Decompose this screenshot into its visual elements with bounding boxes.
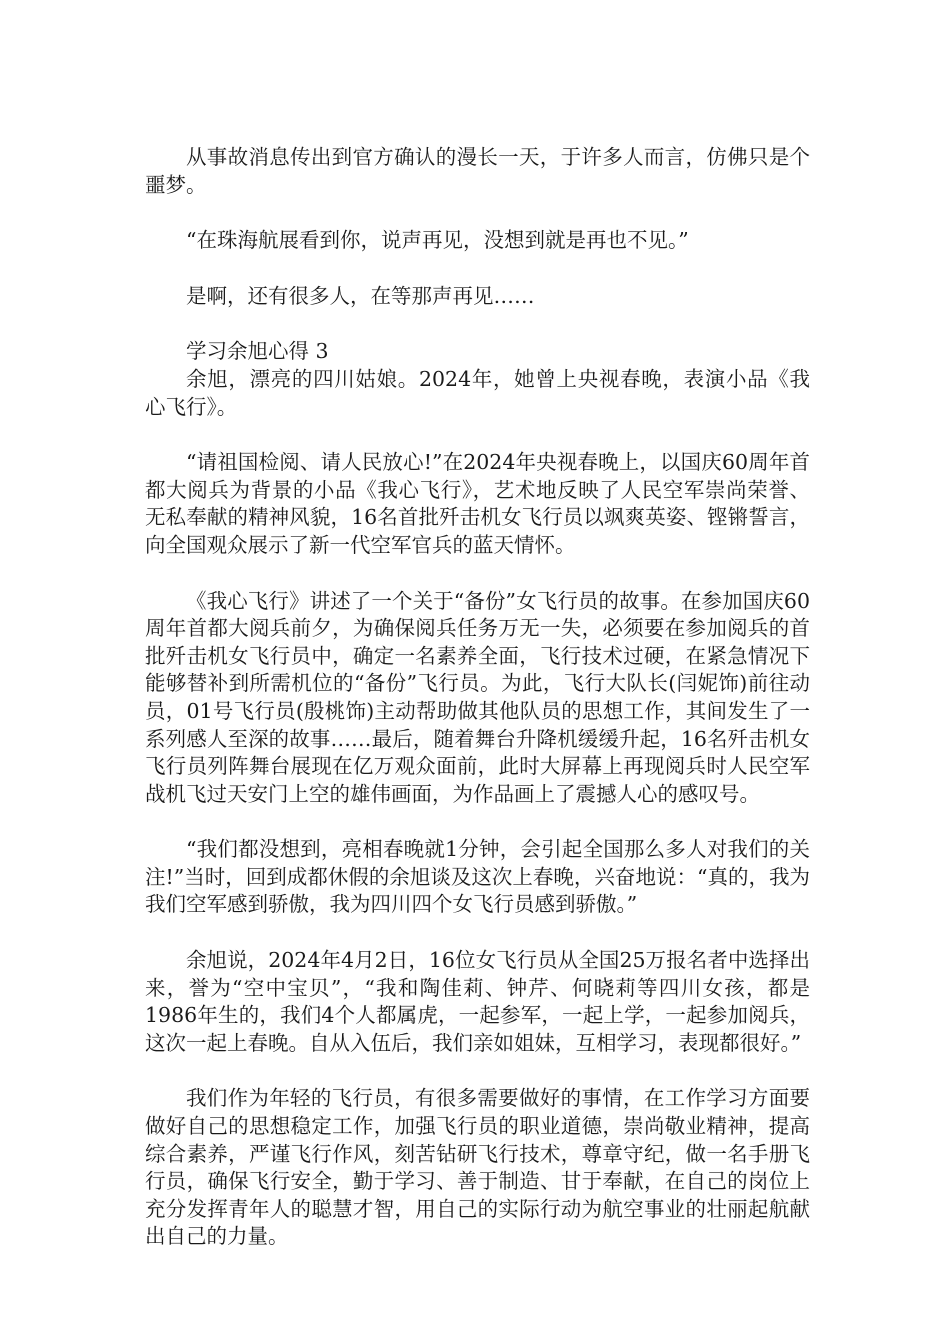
paragraph: 从事故消息传出到官方确认的漫长一天，于许多人而言，仿佛只是个噩梦。: [145, 145, 810, 197]
paragraph: 是啊，还有很多人，在等那声再见……: [186, 283, 535, 308]
document-body: [145, 144, 810, 1251]
paragraph: “我们都没想到，亮相春晚就1分钟，会引起全国那么多人对我们的关注!”当时，回到成都休假的余旭谈及这次上春晚，兴奋地说：“真的，我为我们空军感到骄傲，我为四川四个女飞行员感到骄傲。”: [145, 837, 810, 917]
paragraph: 我们作为年轻的飞行员，有很多需要做好的事情，在工作学习方面要做好自己的思想稳定工作，加强飞行员的职业道德，崇尚敬业精神，提高综合素养，严谨飞行作风，刻苦钻研飞行技术，尊章守纪，做一名手册飞行员，确保飞行安全，勤于学习、善于制造、甘于奉献，在自己的岗位上充分发挥青年人的聪慧才智，用自己的实际行动为航空事业的壮丽起航献出自己的力量。: [145, 1086, 810, 1249]
section-heading: 学习余旭心得 3: [186, 339, 329, 364]
paragraph: 余旭，漂亮的四川姑娘。2024年，她曾上央视春晚，表演小品《我心飞行》。: [145, 366, 810, 419]
paragraph: “在珠海航展看到你，说声再见，没想到就是再也不见。”: [186, 228, 689, 253]
paragraph: 余旭说，2024年4月2日，16位女飞行员从全国25万报名者中选择出来，誉为“空中宝贝”，“我和陶佳莉、钟芹、何晓莉等四川女孩，都是1986年生的，我们4个人都属虎，一起参军，一起上学，一起参加阅兵，这次一起上春晚。自从入伍后，我们亲如姐妹，互相学习，表现都很好。”: [145, 948, 810, 1055]
paragraph: 《我心飞行》讲述了一个关于“备份”女飞行员的故事。在参加国庆60周年首都大阅兵前夕，为确保阅兵任务万无一失，必须要在参加阅兵的首批歼击机女飞行员中，确定一名素养全面，飞行技术过硬，在紧急情况下能够替补到所需机位的“备份”飞行员。为此，飞行大队长(闫妮饰)前往动员，01号飞行员(殷桃饰)主动帮助做其他队员的思想工作，其间发生了一系列感人至深的故事……最后，随着舞台升降机缓缓升起，16名歼击机女飞行员列阵舞台展现在亿万观众面前，此时大屏幕上再现阅兵时人民空军战机飞过天安门上空的雄伟画面，为作品画上了震撼人心的感叹号。: [145, 588, 810, 806]
paragraph: “请祖国检阅、请人民放心!”在2024年央视春晚上，以国庆60周年首都大阅兵为背景的小品《我心飞行》，艺术地反映了人民空军崇尚荣誉、无私奉献的精神风貌，16名首批歼击机女飞行员以飒爽英姿、铿锵誓言，向全国观众展示了新一代空军官兵的蓝天情怀。: [145, 450, 810, 557]
